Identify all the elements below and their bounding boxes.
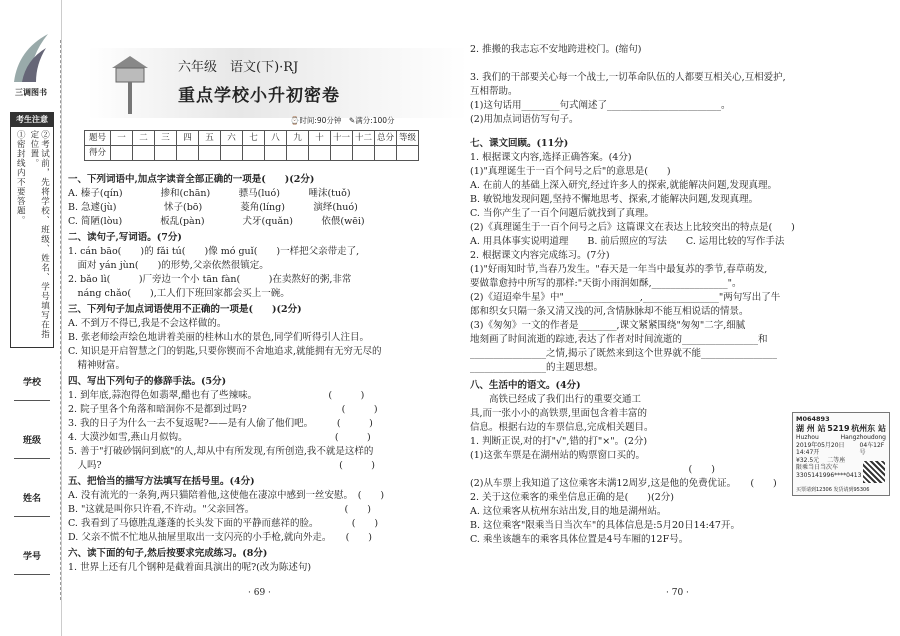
question-line: C. 我看到了马德胜乱蓬蓬的长头发下面的平静而慈祥的脸。 ( ) — [68, 518, 379, 529]
score-header-cell: 六 — [221, 131, 243, 146]
class-field-label: 班级 — [22, 436, 41, 446]
question-line: 5. 善于"打破砂锅问到底"的人,却从中有所发现,有所创造,我不就是这样的 — [68, 446, 374, 457]
question-line: B. "这就是叫你只许看,不许动。"父亲回答。 ( ) — [68, 504, 371, 515]
logo-text: 三调图书 — [15, 88, 47, 97]
score-cell[interactable] — [177, 146, 199, 161]
exam-notes — [10, 112, 54, 348]
question-line: A. 没有流光的一条狗,两只猫陪着他,这使他在凄凉中感到一丝安慰。 ( ) — [68, 490, 385, 501]
question-line: C. 当你产生了一百个问题后就找到了真理。 — [470, 208, 654, 219]
question-line: C. 简陋(lòu) 板乱(pàn) 犬牙(quǎn) 依偎(wēi) — [68, 216, 365, 227]
question-line: 1. 判断正误,对的打"√",错的打"×"。(2分) — [470, 436, 648, 447]
question-line: ________________之情,揭示了既然来到这个世界就不能________________ — [470, 348, 778, 359]
score-table — [84, 130, 419, 161]
ticket-train: 5219 — [827, 424, 850, 434]
question-line: (1)"真理诞生于一百个问号之后"的意思是( ) — [470, 166, 671, 177]
name-field-label: 姓名 — [22, 494, 41, 504]
section-heading: 三、下列句子加点词语使用不正确的一项是( )(2分) — [68, 304, 302, 315]
question-line: 2. 关于这位乘客的乘坐信息正确的是( )(2分) — [470, 492, 674, 503]
page-69 — [68, 0, 456, 636]
score-header-cell: 三 — [155, 131, 177, 146]
question-line: 高铁已经成了我们出行的重要交通工 — [470, 394, 642, 405]
question-line: ( ) — [470, 464, 715, 475]
ticket-class: 二等座 — [827, 456, 846, 464]
score-header-cell: 十二 — [353, 131, 375, 146]
question-line: (3)《匆匆》一文的作者是________,课文紧紧围绕"匆匆"二字,细腻 — [470, 320, 746, 331]
question-line: 3. 我的日子为什么一去不复返呢?——是有人偷了他们吧。 ( ) — [68, 418, 373, 429]
sanyue-logo-icon — [8, 30, 52, 90]
score-header-cell: 七 — [243, 131, 265, 146]
score-header-cell: 等级 — [397, 131, 419, 146]
ticket-id: M064893 — [796, 415, 830, 423]
question-line: A. 不到万不得已,我是不会这样做的。 — [68, 318, 227, 329]
grade-title: 六年级 语文(下)·RJ — [178, 60, 299, 75]
question-line: (2)《真理诞生于一百个问号之后》这篇课文在表达上比较突出的特点是( ) — [470, 222, 795, 233]
score-cell[interactable] — [287, 146, 309, 161]
question-line: 1. 到年底,蒜泡得色如翡翠,醋也有了些辣味。 ( ) — [68, 390, 365, 401]
ticket-date: 2019年05月20日 14:47开 — [796, 441, 845, 457]
student-id-field[interactable] — [14, 574, 50, 575]
score-header-cell: 十 — [309, 131, 331, 146]
ticket-seat: 04车12F号 — [859, 441, 885, 457]
ticket-id-number: 3305141996****0413 — [796, 471, 862, 479]
score-header-cell: 总分 — [375, 131, 397, 146]
ticket-from-pinyin: Huzhou — [796, 434, 819, 442]
seal-line — [60, 40, 61, 600]
section-heading: 八、生活中的语文。(4分) — [470, 380, 581, 391]
section-heading: 二、读句子,写词语。(7分) — [68, 232, 182, 243]
question-line: 郎和织女只隔一条又清又浅的河,含情脉脉却不能互相说话的情景。 — [470, 306, 749, 317]
school-field[interactable] — [14, 400, 50, 401]
ticket-note: 限乘当日当次车 — [796, 464, 839, 472]
question-line: 3. 我们的干部要关心每一个战士,一切革命队伍的人都要互相关心,互相爱护, — [470, 72, 786, 83]
note-item: ①密封线内不要答题。 — [15, 130, 26, 225]
question-line: A. 榛子(qín) 掺和(chān) 骠马(luó) 唾沫(tuǒ) — [68, 188, 351, 199]
score-cell[interactable] — [353, 146, 375, 161]
question-line: (2)从车票上我知道了这位乘客未满12周岁,这是他的免费优证。 ( ) — [470, 478, 777, 489]
question-line: 2. 根据课文内容完成练习。(7分) — [470, 250, 610, 261]
question-line: A. 在前人的基础上深入研究,经过许多人的探索,就能解决问题,发现真理。 — [470, 180, 777, 191]
question-line: (1)这张车票是在湖州站的购票窗口买的。 — [470, 450, 645, 461]
question-line: (1)这句话用________句式阐述了________________________。 — [470, 100, 731, 111]
ticket-from: 湖 州 站 — [796, 424, 826, 434]
question-line: 人吗? ( ) — [68, 460, 376, 471]
question-line: 1. 世界上还有几个钢种是截着面具演出的呢?(改为陈述句) — [68, 562, 312, 573]
question-line: 地刻画了时间流逝的踪迹,表达了作者对时间流逝的________________和 — [470, 334, 768, 345]
question-line: 4. 大漠沙如雪,燕山月似钩。 ( ) — [68, 432, 371, 443]
score-cell[interactable] — [265, 146, 287, 161]
qr-code-icon — [863, 461, 885, 483]
score-header-cell: 八 — [265, 131, 287, 146]
question-line: B. 这位乘客"限乘当日当次车"的具体信息是:5月20日14:47开。 — [470, 520, 740, 531]
ticket-to: 杭州东 站 — [851, 424, 886, 434]
name-field[interactable] — [14, 516, 50, 517]
section-heading: 五、把恰当的描写方法填写在括号里。(4分) — [68, 476, 255, 487]
question-line: C. 知识是开启智慧之门的钥匙,只要你锲而不舍地追求,就能拥有无穷无尽的 — [68, 346, 382, 357]
score-row-label: 得分 — [85, 146, 111, 161]
class-field[interactable] — [14, 458, 50, 459]
question-line: A. 这位乘客从杭州东站出发,目的地是湖州站。 — [470, 506, 667, 517]
score-cell[interactable] — [243, 146, 265, 161]
score-cell[interactable] — [199, 146, 221, 161]
school-field-label: 学校 — [22, 378, 41, 388]
score-header-cell: 四 — [177, 131, 199, 146]
ticket-to-pinyin: Hangzhoudong — [840, 434, 886, 442]
score-cell[interactable] — [133, 146, 155, 161]
score-cell[interactable] — [375, 146, 397, 161]
ticket-footer: 买票请到12306 发货请到95306 — [796, 486, 870, 493]
score-cell[interactable] — [397, 146, 419, 161]
score-header-cell: 九 — [287, 131, 309, 146]
question-line: ________________的主题思想。 — [470, 362, 604, 373]
question-line: 2. bǎo lì( )厂旁边一个小 tān fàn( )在卖熬好的粥,非常 — [68, 274, 352, 285]
question-line: 1. 根据课文内容,选择正确答案。(4分) — [470, 152, 632, 163]
page-number: · 69 · — [248, 588, 271, 598]
mailbox-icon — [108, 50, 152, 116]
page-70 — [470, 0, 890, 636]
section-heading: 七、课文回顾。(11分) — [470, 138, 569, 149]
question-line: náng chǎo( ),工人们下班回家都会买上一碗。 — [68, 288, 290, 299]
question-line: C. 乘坐该趟车的乘客具体位置是4号车厢的12F号。 — [470, 534, 689, 545]
question-line: B. 急遽(jù) 怵子(bō) 菱角(líng) 演绎(huó) — [68, 202, 358, 213]
score-cell[interactable] — [111, 146, 133, 161]
question-line: (2)《迢迢牵牛星》中"________________,________________"两句写出了牛 — [470, 292, 781, 303]
score-header-cell: 十一 — [331, 131, 353, 146]
question-line: 信息。根据右边的车票信息,完成相关题目。 — [470, 422, 654, 433]
ticket-price: ¥32.5元 — [796, 456, 820, 464]
exam-sidebar — [0, 0, 62, 636]
question-line: 1. cán bāo( )的 fǎi tú( )像 mó guǐ( )一样把父亲带走了, — [68, 246, 360, 257]
exam-meta: ⌚时间:90分钟 ✎满分:100分 — [290, 116, 395, 125]
notes-title: 考生注意 — [11, 113, 53, 127]
question-line: 具,而一张小小的高铁票,里面包含着丰富的 — [470, 408, 648, 419]
question-line: 要做靠愈持中所写的那样:"天街小雨润如酥,________________"。 — [470, 278, 742, 289]
score-cell[interactable] — [331, 146, 353, 161]
question-line: (2)用加点词语仿写句子。 — [470, 114, 579, 125]
page-title: 重点学校小升初密卷 — [178, 86, 340, 106]
score-cell[interactable] — [309, 146, 331, 161]
question-line: 精神财富。 — [68, 360, 126, 371]
section-heading: 一、下列词语中,加点字读音全部正确的一项是( )(2分) — [68, 174, 315, 185]
student-id-field-label: 学号 — [22, 552, 41, 562]
page-number: · 70 · — [666, 588, 689, 598]
score-cell[interactable] — [155, 146, 177, 161]
question-line: 面对 yán jùn( )的形势,父亲依然很镇定。 — [68, 260, 269, 271]
question-line: B. 张老师绘声绘色地讲着美丽的桂林山水的景色,同学们听得引人注目。 — [68, 332, 370, 343]
score-header-cell: 一 — [111, 131, 133, 146]
question-line: B. 敏锐地发现问题,坚持不懈地思考、探索,才能解决问题,发现真理。 — [470, 194, 759, 205]
section-heading: 四、写出下列句子的修辞手法。(5分) — [68, 376, 227, 387]
train-ticket — [792, 412, 890, 496]
score-cell[interactable] — [221, 146, 243, 161]
question-line: 2. 院子里各个角落和暗洞你不是都到过吗? ( ) — [68, 404, 378, 415]
question-line: 2. 推搬的我志忘不安地跨进校门。(缩句) — [470, 44, 642, 55]
score-header-cell: 题号 — [85, 131, 111, 146]
score-header-cell: 二 — [133, 131, 155, 146]
question-line: D. 父亲不慌不忙地从抽屉里取出一支闪亮的小手枪,就向外走。 ( ) — [68, 532, 373, 543]
question-line: (1)"好雨知时节,当春乃发生。"春天是一年当中最复苏的季节,春草萌发, — [470, 264, 768, 275]
score-header-cell: 五 — [199, 131, 221, 146]
question-line: A. 用具体事实说明道理 B. 前后照应的写法 C. 运用比较的写作手法 — [470, 236, 785, 247]
question-line: 互相帮助。 — [470, 86, 518, 97]
note-item: ②考试前，先将学校、班级、姓名、学号填写在指定位置。 — [28, 130, 50, 339]
section-heading: 六、读下面的句子,然后按要求完成练习。(8分) — [68, 548, 268, 559]
